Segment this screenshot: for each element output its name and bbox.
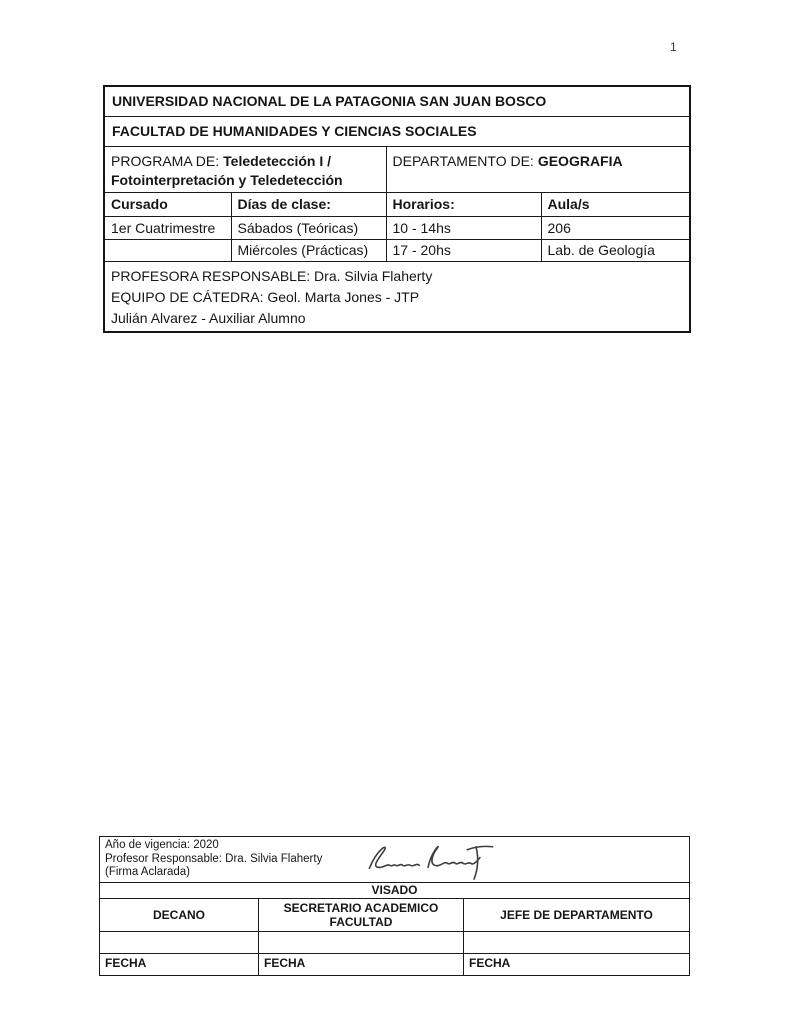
aula-value: Lab. de Geología [541,239,690,261]
fecha-label: FECHA [100,953,259,975]
role-secretario: SECRETARIO ACADEMICO FACULTAD [259,898,464,931]
signature-cell [100,837,690,883]
team-line: EQUIPO DE CÁTEDRA: Geol. Marta Jones - JTP [111,288,420,305]
faculty-title: FACULTAD DE HUMANIDADES Y CIENCIAS SOCIALES [104,116,690,146]
role-jefe: JEFE DE DEPARTAMENTO [464,898,690,931]
department-cell [386,146,690,192]
date-row [100,953,690,975]
horario-value: 10 - 14hs [386,216,541,239]
empty-cell [464,931,690,953]
fecha-label: FECHA [464,953,690,975]
university-title: UNIVERSIDAD NACIONAL DE LA PATAGONIA SAN JUAN BOSCO [104,86,690,116]
fecha-label: FECHA [259,953,464,975]
col-header-aula: Aula/s [541,192,690,216]
empty-cell [100,931,259,953]
signature-note: (Firma Aclarada) [105,866,190,878]
cursado-value [104,239,231,261]
page-number: 1 [670,40,677,54]
cursado-value: 1er Cuatrimestre [104,216,231,239]
visado-header: VISADO [100,882,690,898]
department-name: GEOGRAFIA [537,152,623,169]
schedule-row [104,216,690,239]
horario-value: 17 - 20hs [386,239,541,261]
col-header-dias: Días de clase: [231,192,386,216]
program-cell [104,146,386,192]
signature-handwriting [362,837,502,882]
program-name: Teledetección I / Fotointerpretación y Teledetección [111,152,343,188]
aula-value: 206 [541,216,690,239]
validity-year: Año de vigencia: 2020 [105,839,219,851]
dias-value: Miércoles (Prácticas) [231,239,386,261]
col-header-cursado: Cursado [104,192,231,216]
col-header-horarios: Horarios: [386,192,541,216]
approval-table [99,836,690,976]
schedule-header-row [104,192,690,216]
staff-cell [104,261,690,332]
program-label: PROGRAMA DE: [111,152,220,169]
role-decano: DECANO [100,898,259,931]
responsible-professor: Profesor Responsable: Dra. Silvia Flaherty [105,852,323,865]
signature-space-row [100,931,690,953]
empty-cell [259,931,464,953]
department-label: DEPARTAMENTO DE: [392,152,534,169]
schedule-row [104,239,690,261]
assistant-line: Julián Alvarez - Auxiliar Alumno [111,309,306,326]
dias-value: Sábados (Teóricas) [231,216,386,239]
professor-line: PROFESORA RESPONSABLE: Dra. Silvia Flaherty [111,267,433,284]
roles-row [100,898,690,931]
course-header-table [103,85,691,333]
